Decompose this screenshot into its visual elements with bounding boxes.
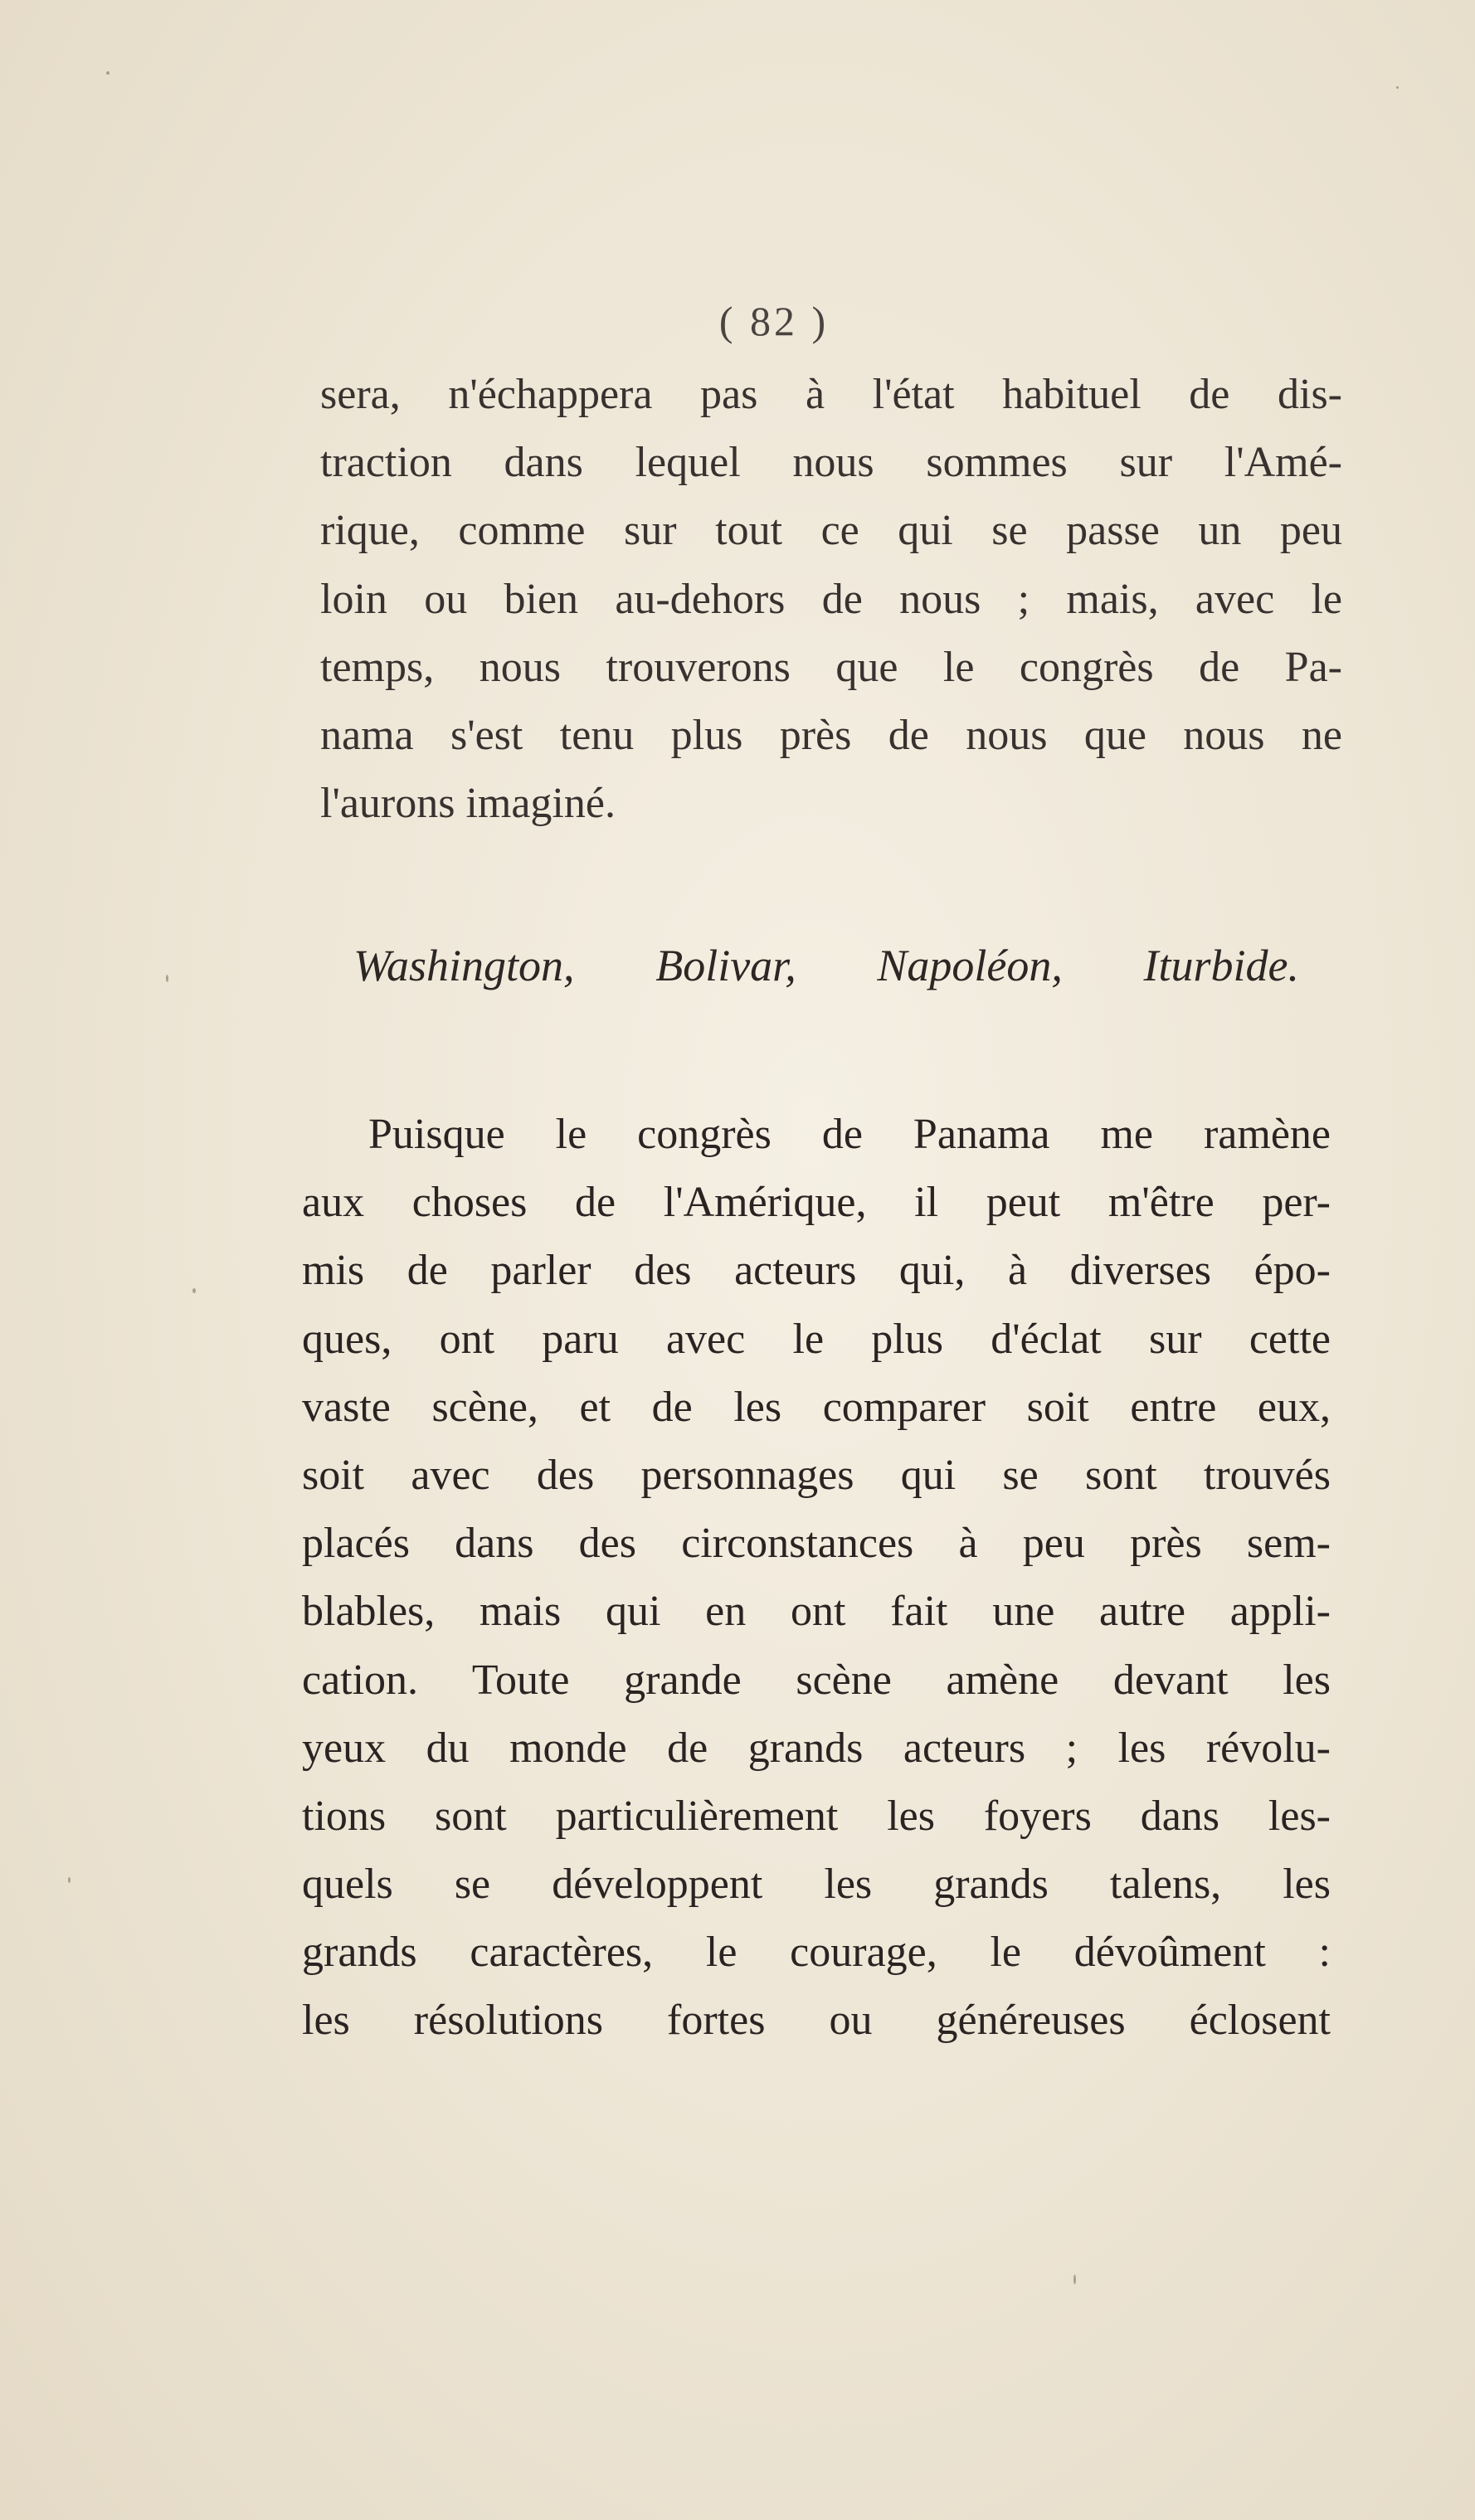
- text-line: cation. Toute grande scène amène devant les: [302, 1656, 1331, 1704]
- text-line: soit avec des personnages qui se sont trouvés: [302, 1451, 1331, 1499]
- paragraph-main: [302, 1101, 1331, 2055]
- text-line: sera, n'échappera pas à l'état habituel de dis-: [320, 371, 1342, 418]
- paper-speck: [106, 71, 110, 75]
- text-line: Puisque le congrès de Panama me ramène: [368, 1111, 1331, 1158]
- paper-speck: [192, 1288, 196, 1293]
- text-line: mis de parler des acteurs qui, à diverses épo-: [302, 1247, 1331, 1295]
- paragraph-continuation: [320, 361, 1342, 838]
- page-number: ( 82 ): [718, 298, 830, 344]
- text-line: temps, nous trouverons que le congrès de Pa-: [320, 643, 1342, 691]
- text-line: placés dans des circonstances à peu près sem-: [302, 1520, 1331, 1568]
- text-line: les résolutions fortes ou généreuses éclosent: [302, 1997, 1331, 2045]
- text-line: ques, ont paru avec le plus d'éclat sur cette: [302, 1315, 1331, 1363]
- text-line: vaste scène, et de les comparer soit entre eux,: [302, 1383, 1331, 1431]
- text-line: quels se développent les grands talens, les: [302, 1861, 1331, 1909]
- section-heading: Washington, Bolivar, Napoléon, Iturbide.: [353, 941, 1299, 990]
- text-line: tions sont particulièrement les foyers dans les-: [302, 1792, 1331, 1840]
- text-line: grands caractères, le courage, le dévoûment :: [302, 1929, 1331, 1977]
- text-line: blables, mais qui en ont fait une autre appli-: [302, 1588, 1331, 1636]
- text-line: rique, comme sur tout ce qui se passe un peu: [320, 507, 1342, 555]
- paper-speck: [1073, 2274, 1076, 2284]
- text-line: aux choses de l'Amérique, il peut m'être per-: [302, 1179, 1331, 1227]
- paper-speck: [166, 975, 168, 982]
- text-line: l'aurons imaginé.: [320, 780, 616, 828]
- text-line: loin ou bien au-dehors de nous ; mais, avec le: [320, 575, 1342, 623]
- paper-speck: [1396, 86, 1399, 89]
- text-line: nama s'est tenu plus près de nous que nous ne: [320, 711, 1342, 759]
- paper-speck: [68, 1877, 71, 1883]
- text-line: traction dans lequel nous sommes sur l'Amé-: [320, 439, 1342, 487]
- text-line: yeux du monde de grands acteurs ; les révolu-: [302, 1724, 1331, 1772]
